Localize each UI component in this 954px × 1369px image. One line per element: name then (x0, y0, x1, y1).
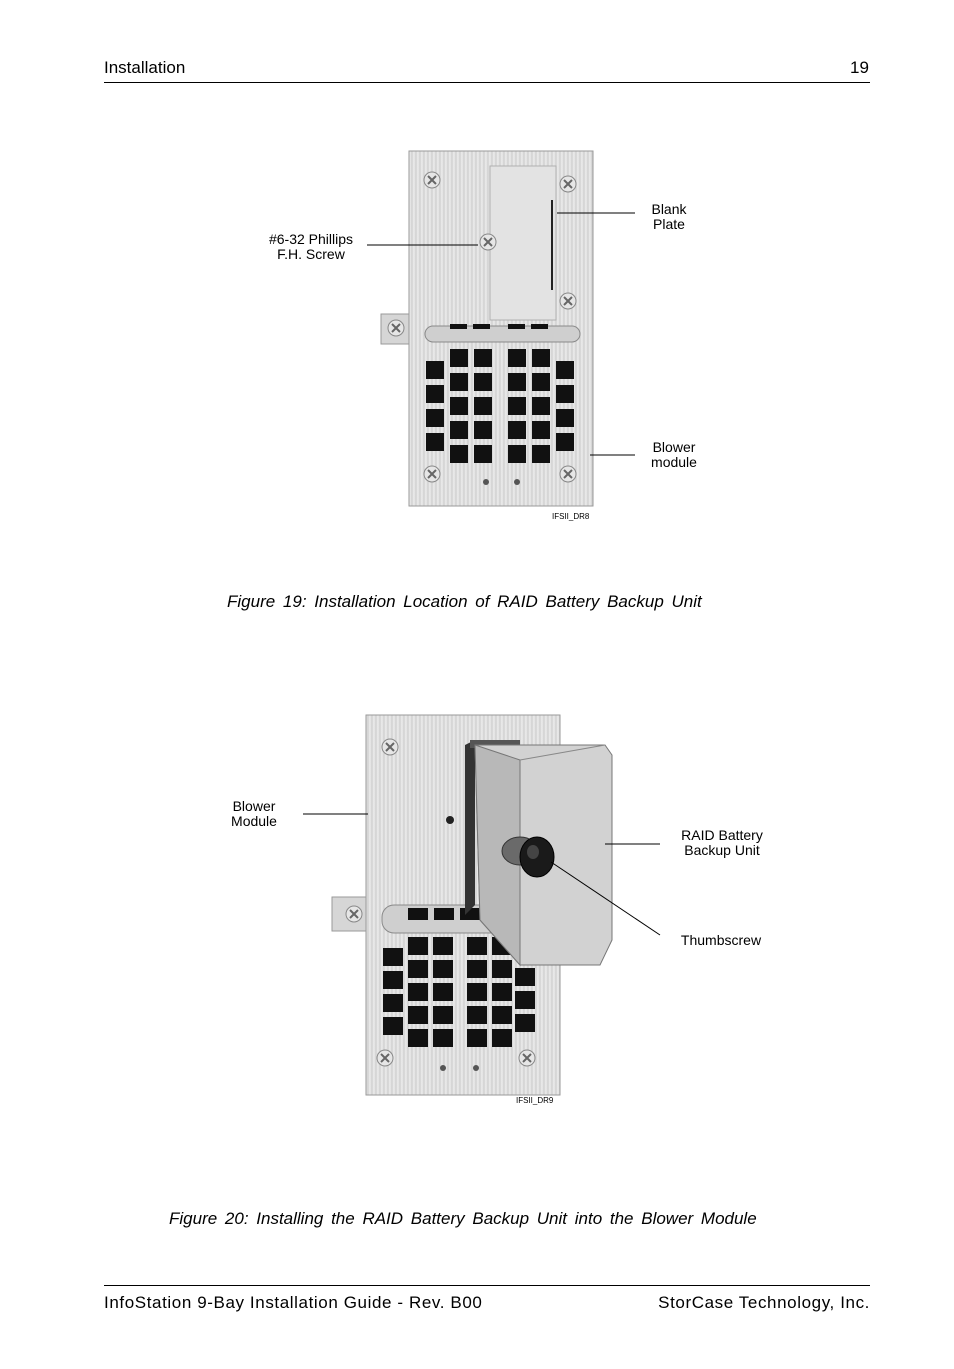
callout-blower-module-fig19 (640, 440, 708, 470)
callout-raid-battery (670, 828, 774, 858)
figure-20-caption: Figure 20: Installing the RAID Battery Backup Unit into the Blower Module (169, 1209, 757, 1228)
callout-blower-fig19-line1: Blower (652, 439, 696, 455)
callout-thumbscrew: Thumbscrew (680, 932, 762, 948)
footer-document-title: InfoStation 9-Bay Installation Guide - Rev. B00 (104, 1293, 483, 1312)
callout-blower-fig20-line1: Blower (232, 798, 276, 814)
callout-blower-module-fig20 (220, 799, 288, 829)
figure-19-image-code: IFSII_DR8 (552, 512, 590, 521)
callout-raid-line1: RAID Battery (681, 827, 763, 843)
footer-company-name: StorCase Technology, Inc. (658, 1293, 870, 1312)
header-page-number: 19 (850, 58, 869, 77)
callout-blank-plate-line2: Plate (653, 216, 685, 232)
callout-screw-line2: F.H. Screw (277, 246, 345, 262)
footer-rule (104, 1285, 870, 1286)
figure-19-caption: Figure 19: Installation Location of RAID Battery Backup Unit (227, 592, 702, 611)
callout-blank-plate (636, 202, 702, 232)
callout-screw-line1: #6-32 Phillips (268, 231, 354, 247)
callout-blower-fig19-line2: module (651, 454, 697, 470)
callout-blank-plate-line1: Blank (651, 201, 687, 217)
callout-raid-line2: Backup Unit (684, 842, 760, 858)
callout-blower-fig20-line2: Module (231, 813, 277, 829)
figure-20-image-code: IFSII_DR9 (516, 1096, 554, 1105)
callout-screw (256, 232, 366, 262)
header-section-title: Installation (104, 58, 186, 77)
